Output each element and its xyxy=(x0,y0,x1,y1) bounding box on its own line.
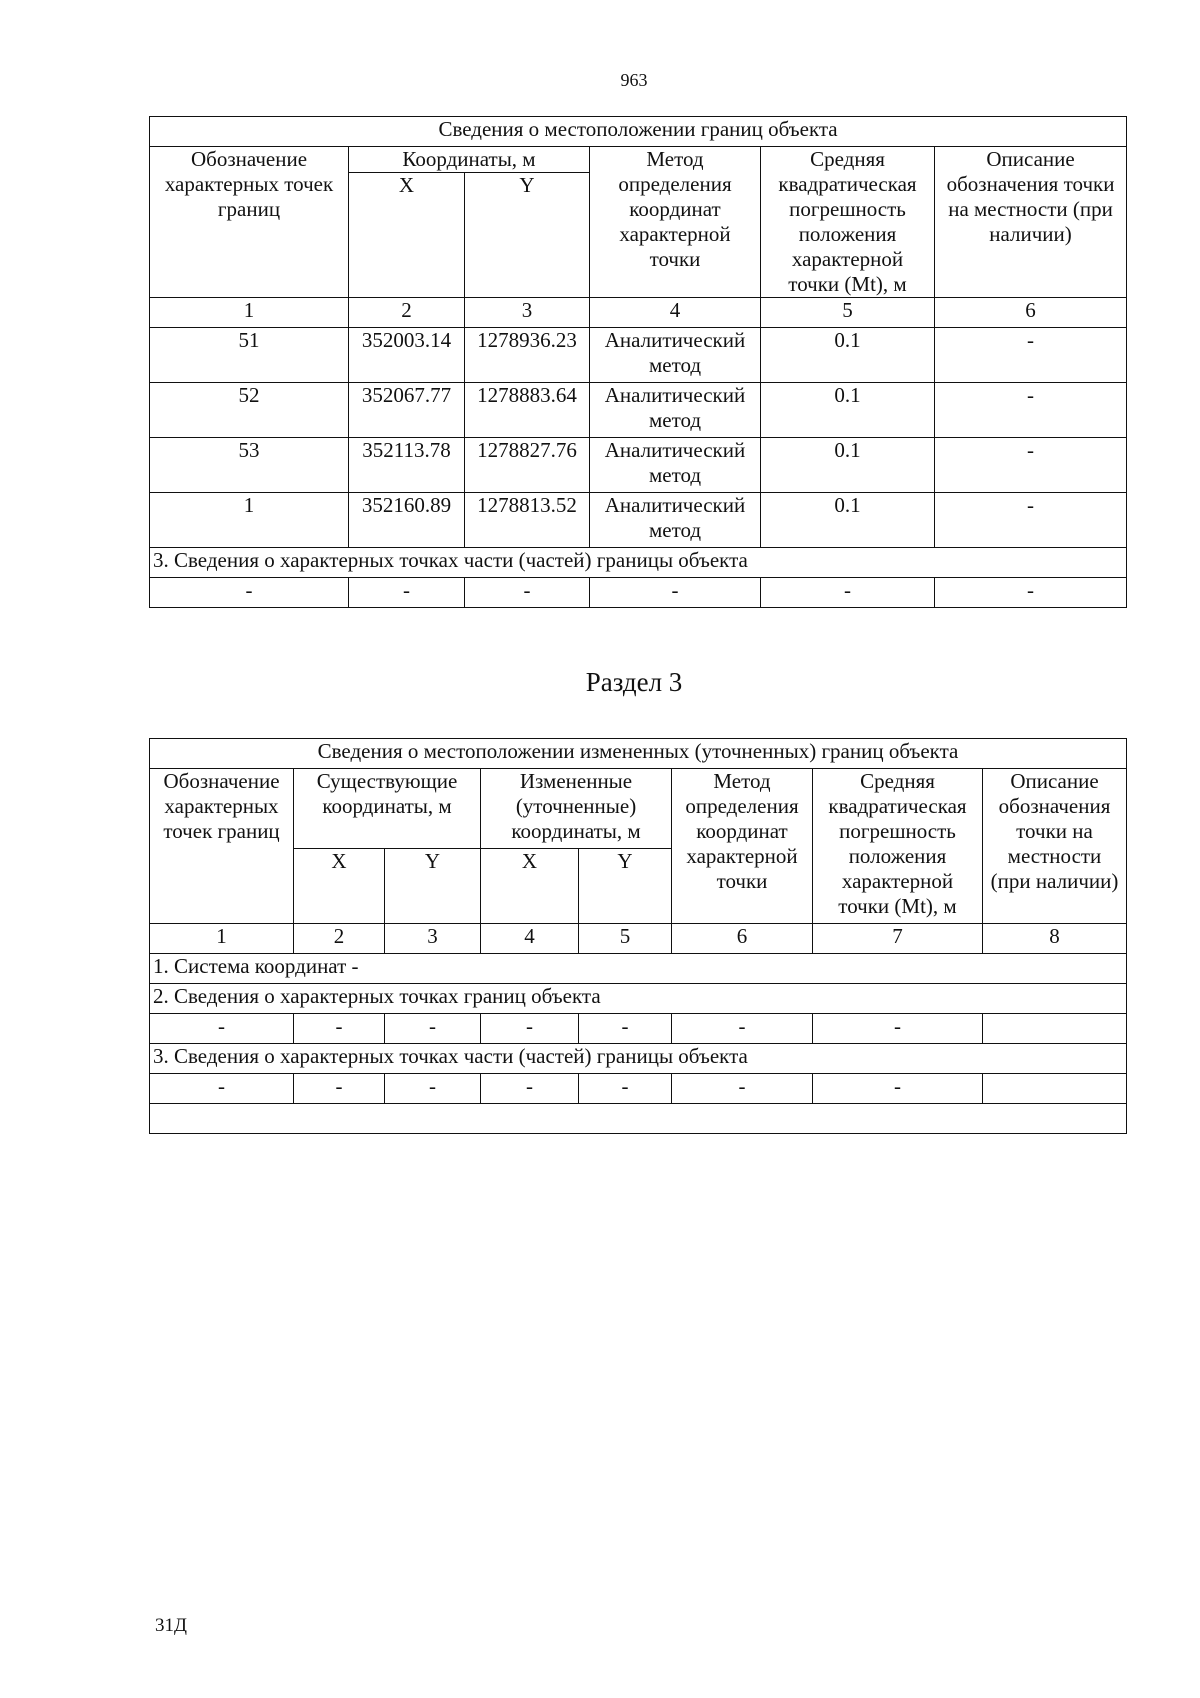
y-value: 1278936.23 xyxy=(465,328,590,383)
boundary-location-table xyxy=(149,116,1127,608)
error-value: 0.1 xyxy=(761,328,935,383)
empty-value: - xyxy=(481,1074,579,1104)
x-value: 352113.78 xyxy=(349,438,465,493)
header-point-designation: Обозначение характерных точек границ xyxy=(150,769,294,924)
error-value: 0.1 xyxy=(761,383,935,438)
column-number: 2 xyxy=(294,924,385,954)
changed-boundary-table xyxy=(149,738,1127,1134)
table-title: Сведения о местоположении измененных (уточненных) границ объекта xyxy=(150,739,1127,769)
header-x: X xyxy=(349,173,465,298)
empty-value: - xyxy=(672,1074,813,1104)
column-number: 2 xyxy=(349,298,465,328)
column-number-row xyxy=(150,924,1127,954)
point-id: 53 xyxy=(150,438,349,493)
section-heading: Раздел 3 xyxy=(585,667,683,697)
empty-value: - xyxy=(590,578,761,608)
header-description: Описание обозначения точки на местности (при наличии) xyxy=(983,769,1127,924)
column-number: 6 xyxy=(672,924,813,954)
method-value: Аналитический метод xyxy=(590,493,761,548)
empty-value: - xyxy=(150,578,349,608)
blank-row xyxy=(150,1104,1127,1134)
column-number: 6 xyxy=(935,298,1127,328)
empty-value: - xyxy=(150,1014,294,1044)
description-value: - xyxy=(935,328,1127,383)
header-changed-coordinates: Измененные (уточненные) координаты, м xyxy=(481,769,672,849)
point-id: 51 xyxy=(150,328,349,383)
parts-heading: 3. Сведения о характерных точках части (частей) границы объекта xyxy=(150,1044,1127,1074)
empty-value: - xyxy=(349,578,465,608)
empty-value: - xyxy=(385,1014,481,1044)
table-row xyxy=(150,1074,1127,1104)
column-number: 4 xyxy=(481,924,579,954)
x-value: 352160.89 xyxy=(349,493,465,548)
empty-value: - xyxy=(813,1014,983,1044)
method-value: Аналитический метод xyxy=(590,438,761,493)
table-row xyxy=(150,328,1127,383)
method-value: Аналитический метод xyxy=(590,383,761,438)
header-x-changed: X xyxy=(481,849,579,924)
column-number: 4 xyxy=(590,298,761,328)
header-y: Y xyxy=(465,173,590,298)
boundary-points-heading: 2. Сведения о характерных точках границ объекта xyxy=(150,984,1127,1014)
header-error: Средняя квадратическая погрешность положения характерной точки (Mt), м xyxy=(761,147,935,298)
footer-code: 31Д xyxy=(155,1615,187,1636)
column-number-row xyxy=(150,298,1127,328)
empty-value: - xyxy=(481,1014,579,1044)
table-row xyxy=(150,383,1127,438)
header-method: Метод определения координат характерной точки xyxy=(590,147,761,298)
y-value: 1278827.76 xyxy=(465,438,590,493)
error-value: 0.1 xyxy=(761,493,935,548)
empty-value: - xyxy=(465,578,590,608)
table-title: Сведения о местоположении границ объекта xyxy=(150,117,1127,147)
empty-value: - xyxy=(935,578,1127,608)
header-description: Описание обозначения точки на местности (при наличии) xyxy=(935,147,1127,298)
table-row xyxy=(150,1014,1127,1044)
coord-system-row: 1. Система координат - xyxy=(150,954,1127,984)
point-id: 52 xyxy=(150,383,349,438)
header-y-changed: Y xyxy=(579,849,672,924)
description-value: - xyxy=(935,438,1127,493)
empty-value: - xyxy=(294,1014,385,1044)
empty-value: - xyxy=(813,1074,983,1104)
header-existing-coordinates: Существующие координаты, м xyxy=(294,769,481,849)
header-x-existing: X xyxy=(294,849,385,924)
column-number: 8 xyxy=(983,924,1127,954)
empty-value: - xyxy=(385,1074,481,1104)
table-row xyxy=(150,438,1127,493)
description-value: - xyxy=(935,383,1127,438)
column-number: 3 xyxy=(465,298,590,328)
column-number: 7 xyxy=(813,924,983,954)
parts-heading: 3. Сведения о характерных точках части (частей) границы объекта xyxy=(150,548,1127,578)
y-value: 1278813.52 xyxy=(465,493,590,548)
x-value: 352067.77 xyxy=(349,383,465,438)
y-value: 1278883.64 xyxy=(465,383,590,438)
column-number: 1 xyxy=(150,924,294,954)
header-method: Метод определения координат характерной точки xyxy=(672,769,813,924)
header-error: Средняя квадратическая погрешность положения характерной точки (Mt), м xyxy=(813,769,983,924)
column-number: 5 xyxy=(579,924,672,954)
header-coordinates: Координаты, м xyxy=(349,147,590,173)
column-number: 3 xyxy=(385,924,481,954)
empty-value: - xyxy=(761,578,935,608)
empty-value xyxy=(983,1014,1127,1044)
empty-value: - xyxy=(150,1074,294,1104)
header-point-designation: Обозначение характерных точек границ xyxy=(150,147,349,298)
page-number: 963 xyxy=(620,70,648,90)
description-value: - xyxy=(935,493,1127,548)
empty-value xyxy=(983,1074,1127,1104)
x-value: 352003.14 xyxy=(349,328,465,383)
empty-value: - xyxy=(672,1014,813,1044)
empty-value: - xyxy=(579,1074,672,1104)
column-number: 1 xyxy=(150,298,349,328)
header-y-existing: Y xyxy=(385,849,481,924)
error-value: 0.1 xyxy=(761,438,935,493)
table-row xyxy=(150,493,1127,548)
empty-value: - xyxy=(294,1074,385,1104)
table-row xyxy=(150,578,1127,608)
column-number: 5 xyxy=(761,298,935,328)
method-value: Аналитический метод xyxy=(590,328,761,383)
empty-value: - xyxy=(579,1014,672,1044)
point-id: 1 xyxy=(150,493,349,548)
